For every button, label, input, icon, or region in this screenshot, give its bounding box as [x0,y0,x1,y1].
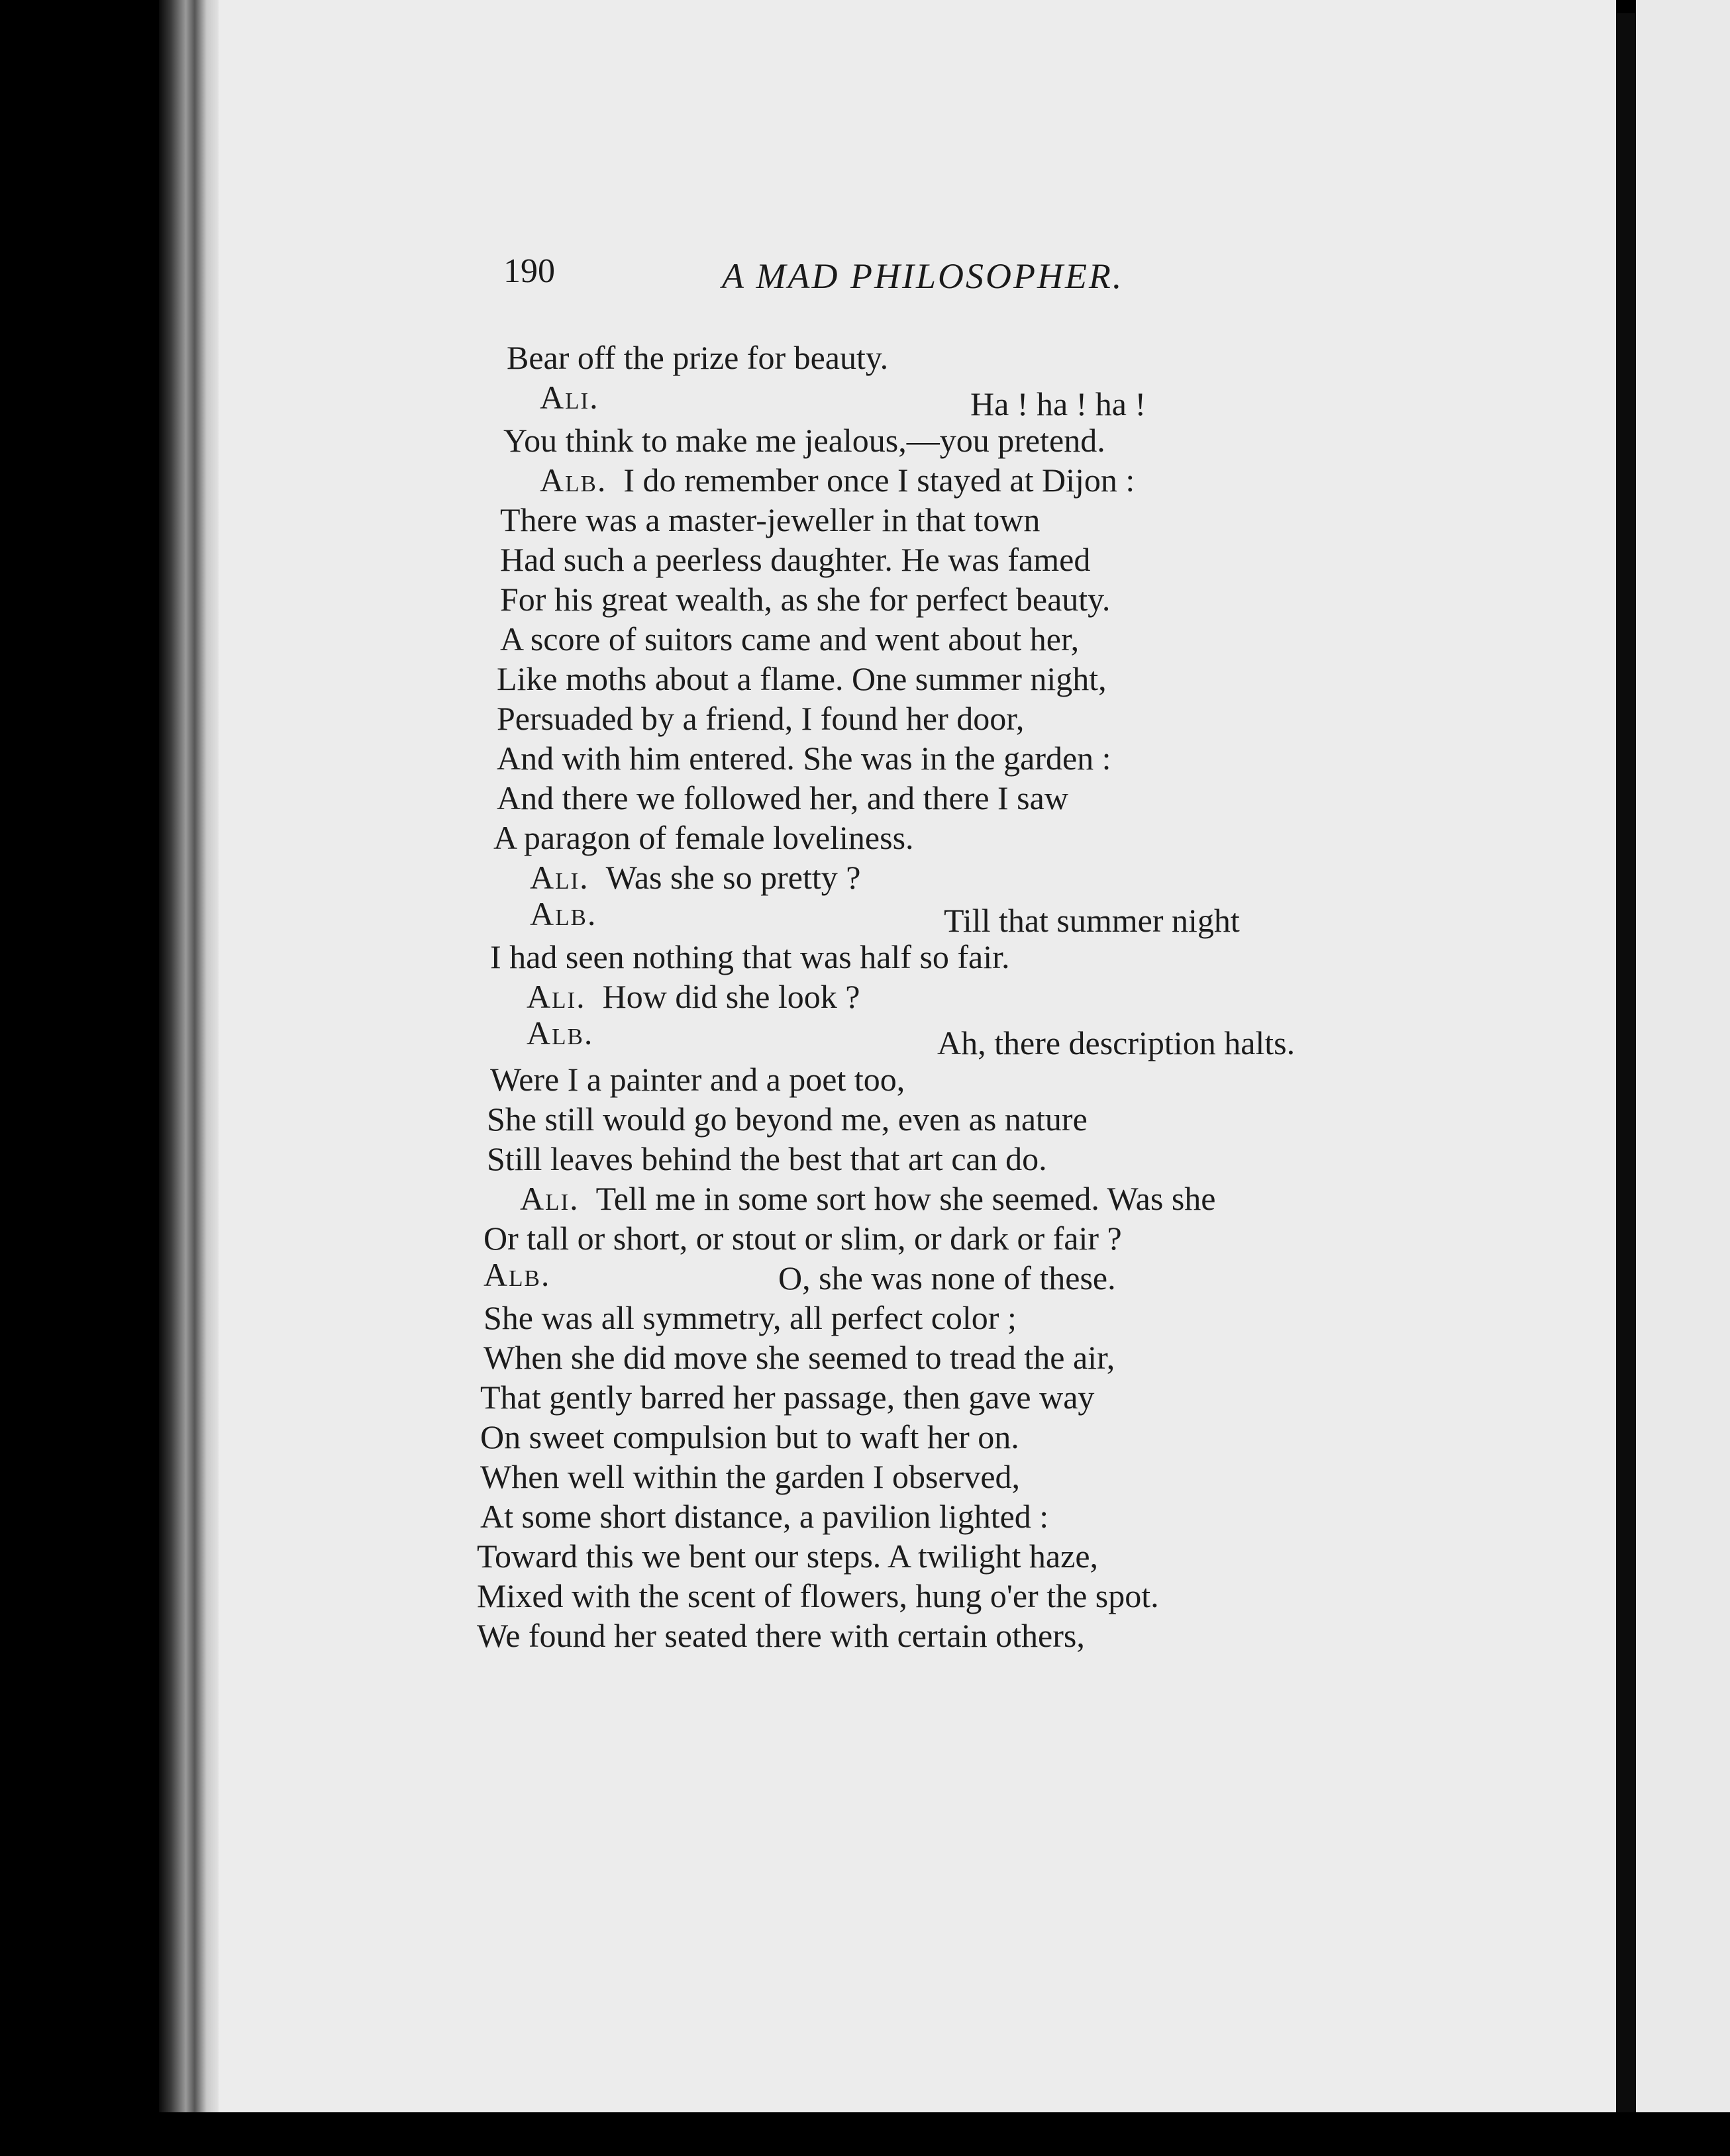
verse-line [477,1616,1085,1655]
speaker-name: Alb. [527,1014,594,1052]
verse-line [483,1338,1115,1377]
line-text: How did she look ? [602,978,860,1015]
speaker-tag [483,1255,550,1295]
verse-line [937,1023,1295,1063]
verse-line [497,659,1107,699]
line-text: Persuaded by a friend, I found her door, [497,700,1025,737]
speaker-name: Alb. [530,895,597,932]
line-text: And with him entered. She was in the garden : [497,740,1111,777]
verse-line [480,1377,1094,1417]
line-text: That gently barred her passage, then gave way [480,1379,1095,1416]
line-text: At some short distance, a pavilion lighted : [480,1498,1049,1535]
scan-border-bottom [0,2112,1730,2156]
speaker-name: Alb. [483,1256,551,1293]
speaker-tag [527,1013,593,1053]
line-text: A score of suitors came and went about her, [500,620,1080,658]
speaker-name: Ali. [520,1180,580,1217]
verse-line [483,1298,1017,1338]
page-header [219,252,1616,305]
line-text: Had such a peerless daughter. He was famed [500,541,1091,578]
line-text: Was she so pretty ? [605,859,861,896]
line-text: Ha ! ha ! ha ! [970,385,1146,422]
line-text: When she did move she seemed to tread the air, [483,1339,1115,1376]
book-gutter [1616,13,1636,2112]
verse-line [503,420,1105,460]
verse-line [490,937,1010,977]
page-number: 190 [503,252,555,290]
line-text: She still would go beyond me, even as nature [487,1101,1088,1138]
line-text: Bear off the prize for beauty. [507,339,889,376]
verse-line [500,579,1110,619]
line-text: Toward this we bent our steps. A twilight haze, [477,1538,1099,1575]
verse-line [497,699,1024,738]
line-text: Like moths about a flame. One summer night, [497,660,1107,697]
speaker-name: Alb. [540,462,607,499]
line-text: Till that summer night [944,902,1240,939]
verse-line [497,738,1111,778]
line-text: On sweet compulsion but to waft her on. [480,1418,1019,1455]
line-text: Ah, there description halts. [937,1024,1296,1061]
line-text: We found her seated there with certain others, [477,1617,1085,1654]
line-text: Tell me in some sort how she seemed. Was she [595,1180,1216,1217]
speaker-tag [540,377,599,417]
verse-line [507,338,888,377]
verse-line [487,1139,1047,1179]
verse-line [778,1258,1116,1298]
running-title: A MAD PHILOSOPHER. [722,256,1124,296]
verse-line [520,1179,1215,1218]
line-text: I had seen nothing that was half so fair. [490,938,1010,975]
line-text: Or tall or short, or stout or slim, or dark or fair ? [483,1220,1122,1257]
verse-line [944,901,1240,940]
book-page-edge [159,0,219,2112]
verse-line [480,1457,1020,1496]
verse-line [527,977,860,1016]
line-text: When well within the garden I observed, [480,1458,1021,1495]
verse-line [483,1218,1122,1258]
verse-line [530,858,860,897]
verse-line [500,540,1090,579]
line-text: Still leaves behind the best that art can do. [487,1140,1047,1177]
line-text: Were I a painter and a poet too, [490,1061,905,1098]
line-text: And there we followed her, and there I saw [497,779,1068,816]
speaker-name: Ali. [527,978,586,1015]
verse-line [477,1576,1159,1616]
verse-line [540,460,1135,500]
verse-line [500,619,1079,659]
verse-line [493,818,914,858]
scan-border-left [0,0,159,2156]
verse-line [480,1496,1048,1536]
speaker-tag [530,894,597,934]
line-text: Mixed with the scent of flowers, hung o'er the spot. [477,1577,1159,1614]
line-text: I do remember once I stayed at Dijon : [623,462,1135,499]
line-text: There was a master-jeweller in that town [500,501,1041,538]
line-text: You think to make me jealous,—you pretend. [503,422,1105,459]
line-text: For his great wealth, as she for perfect beauty. [500,581,1111,618]
verse-line [500,500,1040,540]
verse-line [477,1536,1098,1576]
facing-page-edge [1636,0,1730,2112]
verse-line [487,1099,1088,1139]
verse-line [480,1417,1019,1457]
verse-line [490,1059,905,1099]
line-text: A paragon of female loveliness. [493,819,914,856]
speaker-name: Ali. [540,379,599,416]
speaker-name: Ali. [530,859,589,896]
verse-line [497,778,1068,818]
book-page [219,0,1616,2112]
line-text: She was all symmetry, all perfect color ; [483,1299,1017,1336]
verse-line [970,384,1146,424]
line-text: O, she was none of these. [778,1259,1116,1297]
